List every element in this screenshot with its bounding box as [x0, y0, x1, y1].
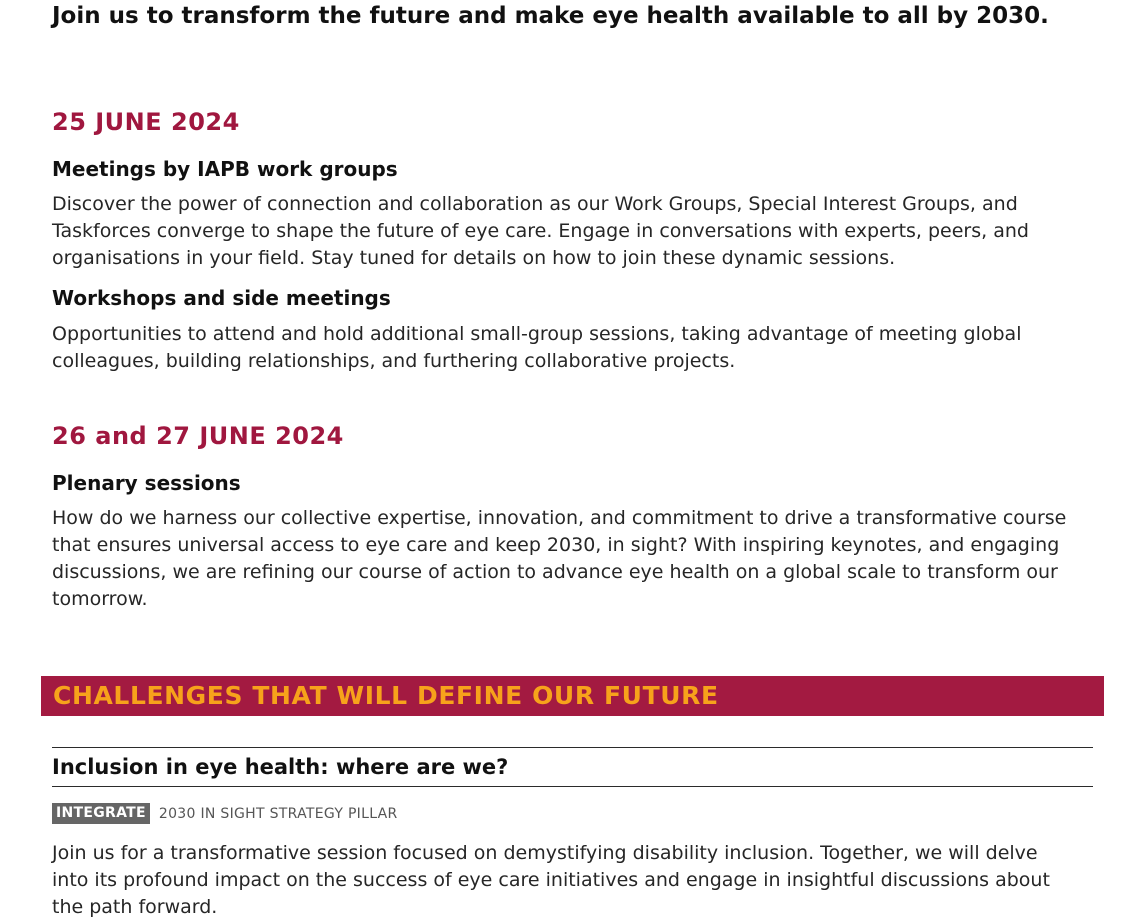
pillar-label: 2030 IN SIGHT STRATEGY PILLAR [158, 805, 398, 822]
schedule-date: 25 JUNE 2024 [52, 108, 240, 136]
schedule-item-title: Workshops and side meetings [52, 286, 391, 310]
schedule-item-title: Meetings by IAPB work groups [52, 157, 398, 181]
session-title: Inclusion in eye health: where are we? [52, 755, 509, 779]
schedule-item-description: How do we harness our collective expertise, innovation, and commitment to drive a transformative course that ensures universal access to eye care and keep 2030, in sight? With inspiring keynotes, and engaging discussions, we are refining our course of action to advance eye health on a global scale to transform our tomorrow. [52, 507, 1067, 610]
session-description: Join us for a transformative session focused on demystifying disability inclusion. Together, we will delve into its profound impact on the success of eye care initiatives and engage in insightful discussions about the path forward. [52, 842, 1050, 918]
schedule-item-description: Discover the power of connection and collaboration as our Work Groups, Special Interest Groups, and Taskforces converge to shape the future of eye care. Engage in conversations with experts, peers, and organisations in your field. Stay tuned for details on how to join these dynamic sessions. [52, 193, 1029, 269]
divider [52, 786, 1093, 787]
schedule-item-description: Opportunities to attend and hold additional small-group sessions, taking advantage of meeting global colleagues, building relationships, and furthering collaborative projects. [52, 323, 1022, 372]
challenges-banner-title: CHALLENGES THAT WILL DEFINE OUR FUTURE [53, 681, 719, 710]
strategy-pillar [52, 803, 398, 824]
challenges-banner [41, 676, 1104, 716]
pillar-tag-badge: INTEGRATE [52, 803, 150, 824]
schedule-date: 26 and 27 JUNE 2024 [52, 422, 344, 450]
schedule-item-title: Plenary sessions [52, 471, 241, 495]
intro-headline: Join us to transform the future and make eye health available to all by 2030. [52, 3, 1049, 29]
divider [52, 747, 1093, 748]
